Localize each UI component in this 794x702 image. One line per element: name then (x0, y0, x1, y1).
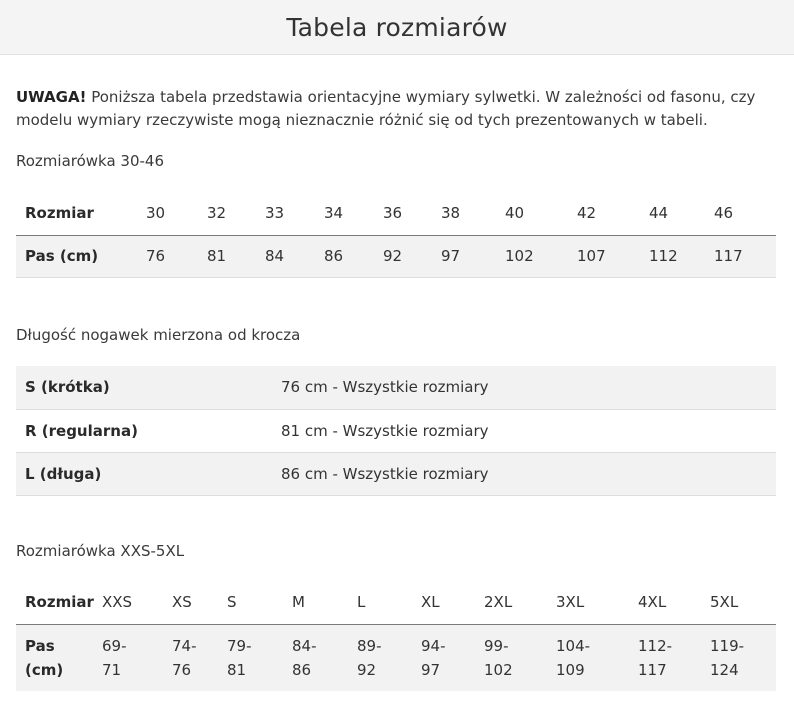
table1-size: 46 (714, 192, 776, 235)
modal-header (0, 0, 794, 55)
table1-value: 86 (324, 235, 383, 277)
table1-size: 33 (265, 192, 324, 235)
table3-data-row (16, 624, 776, 691)
table3-value-from: 94- (421, 636, 446, 655)
table1-size: 36 (383, 192, 441, 235)
table1-size: 32 (207, 192, 265, 235)
table1-label: Rozmiarówka 30-46 (16, 152, 165, 170)
leg-length-name: R (regularna) (16, 409, 281, 452)
table3-value (484, 624, 556, 691)
table3-value-to: 97 (421, 660, 441, 679)
table3-value-from: 74- (172, 636, 197, 655)
size-table-30-46 (16, 192, 776, 278)
table1-value: 81 (207, 235, 265, 277)
table1-value: 107 (577, 235, 649, 277)
table1-size: 42 (577, 192, 649, 235)
table3-value (292, 624, 357, 691)
table3-value (421, 624, 484, 691)
table3-value-from: 104- (556, 636, 591, 655)
table3-value (556, 624, 638, 691)
table3-value (172, 624, 227, 691)
table3-value-to: 109 (556, 660, 585, 679)
table3-size: XS (172, 580, 227, 624)
table1-header-row (16, 192, 776, 235)
table3-value-from: 79- (227, 636, 252, 655)
table3-row-label-line2: (cm) (25, 660, 64, 679)
leg-length-value: 76 cm - Wszystkie rozmiary (281, 366, 776, 409)
table3-size: L (357, 580, 421, 624)
table2-label: Długość nogawek mierzona od krocza (16, 326, 301, 344)
table3-value-to: 76 (172, 660, 192, 679)
table3-value-to: 81 (227, 660, 247, 679)
table1-size: 34 (324, 192, 383, 235)
table1-value: 102 (505, 235, 577, 277)
table1-data-row (16, 235, 776, 277)
table3-value (102, 624, 172, 691)
table1-size: 30 (146, 192, 207, 235)
table1-value: 117 (714, 235, 776, 277)
table3-size: 5XL (710, 580, 776, 624)
table3-size: M (292, 580, 357, 624)
leg-length-name: S (krótka) (16, 366, 281, 409)
leg-length-row (16, 366, 776, 409)
page-title: Tabela rozmiarów (286, 12, 508, 42)
table3-value-from: 69- (102, 636, 127, 655)
size-note (16, 86, 776, 132)
table3-value-to: 71 (102, 660, 122, 679)
table3-value (227, 624, 292, 691)
table1-value: 92 (383, 235, 441, 277)
table3-value (638, 624, 710, 691)
table3-size: 4XL (638, 580, 710, 624)
table3-value-from: 99- (484, 636, 509, 655)
table3-size: 3XL (556, 580, 638, 624)
table3-label: Rozmiarówka XXS-5XL (16, 542, 185, 560)
table3-value-to: 102 (484, 660, 513, 679)
leg-length-value: 81 cm - Wszystkie rozmiary (281, 409, 776, 452)
table1-value: 112 (649, 235, 714, 277)
table3-value-from: 119- (710, 636, 745, 655)
table3-value-to: 117 (638, 660, 667, 679)
table3-value-to: 92 (357, 660, 377, 679)
table1-value: 84 (265, 235, 324, 277)
table1-header-label: Rozmiar (16, 192, 146, 235)
table1-value: 97 (441, 235, 505, 277)
table3-size: XL (421, 580, 484, 624)
table3-value-from: 89- (357, 636, 382, 655)
table3-row-label-line1: Pas (25, 636, 55, 655)
leg-length-table (16, 366, 776, 496)
table3-size: XXS (102, 580, 172, 624)
table1-size: 40 (505, 192, 577, 235)
table3-value (357, 624, 421, 691)
table3-value-to: 86 (292, 660, 312, 679)
leg-length-name: L (długa) (16, 452, 281, 495)
leg-length-value: 86 cm - Wszystkie rozmiary (281, 452, 776, 495)
table3-row-label (16, 624, 102, 691)
table1-size: 38 (441, 192, 505, 235)
table3-value-from: 112- (638, 636, 673, 655)
leg-length-row (16, 452, 776, 495)
table3-header-label: Rozmiar (16, 580, 102, 624)
note-bold: UWAGA! (16, 88, 87, 106)
leg-length-row (16, 409, 776, 452)
table3-value-from: 84- (292, 636, 317, 655)
table1-value: 76 (146, 235, 207, 277)
note-text: Poniższa tabela przedstawia orientacyjne wymiary sylwetki. W zależności od fasonu, czy modelu wymiary rzeczywiste mogą nieznacznie różnić się od tych prezentowanych w tabeli. (16, 88, 756, 129)
table3-value (710, 624, 776, 691)
table1-row-label: Pas (cm) (16, 235, 146, 277)
table3-header-row (16, 580, 776, 624)
table3-value-to: 124 (710, 660, 739, 679)
table3-size: 2XL (484, 580, 556, 624)
table1-size: 44 (649, 192, 714, 235)
table3-size: S (227, 580, 292, 624)
size-table-xxs-5xl (16, 580, 776, 691)
